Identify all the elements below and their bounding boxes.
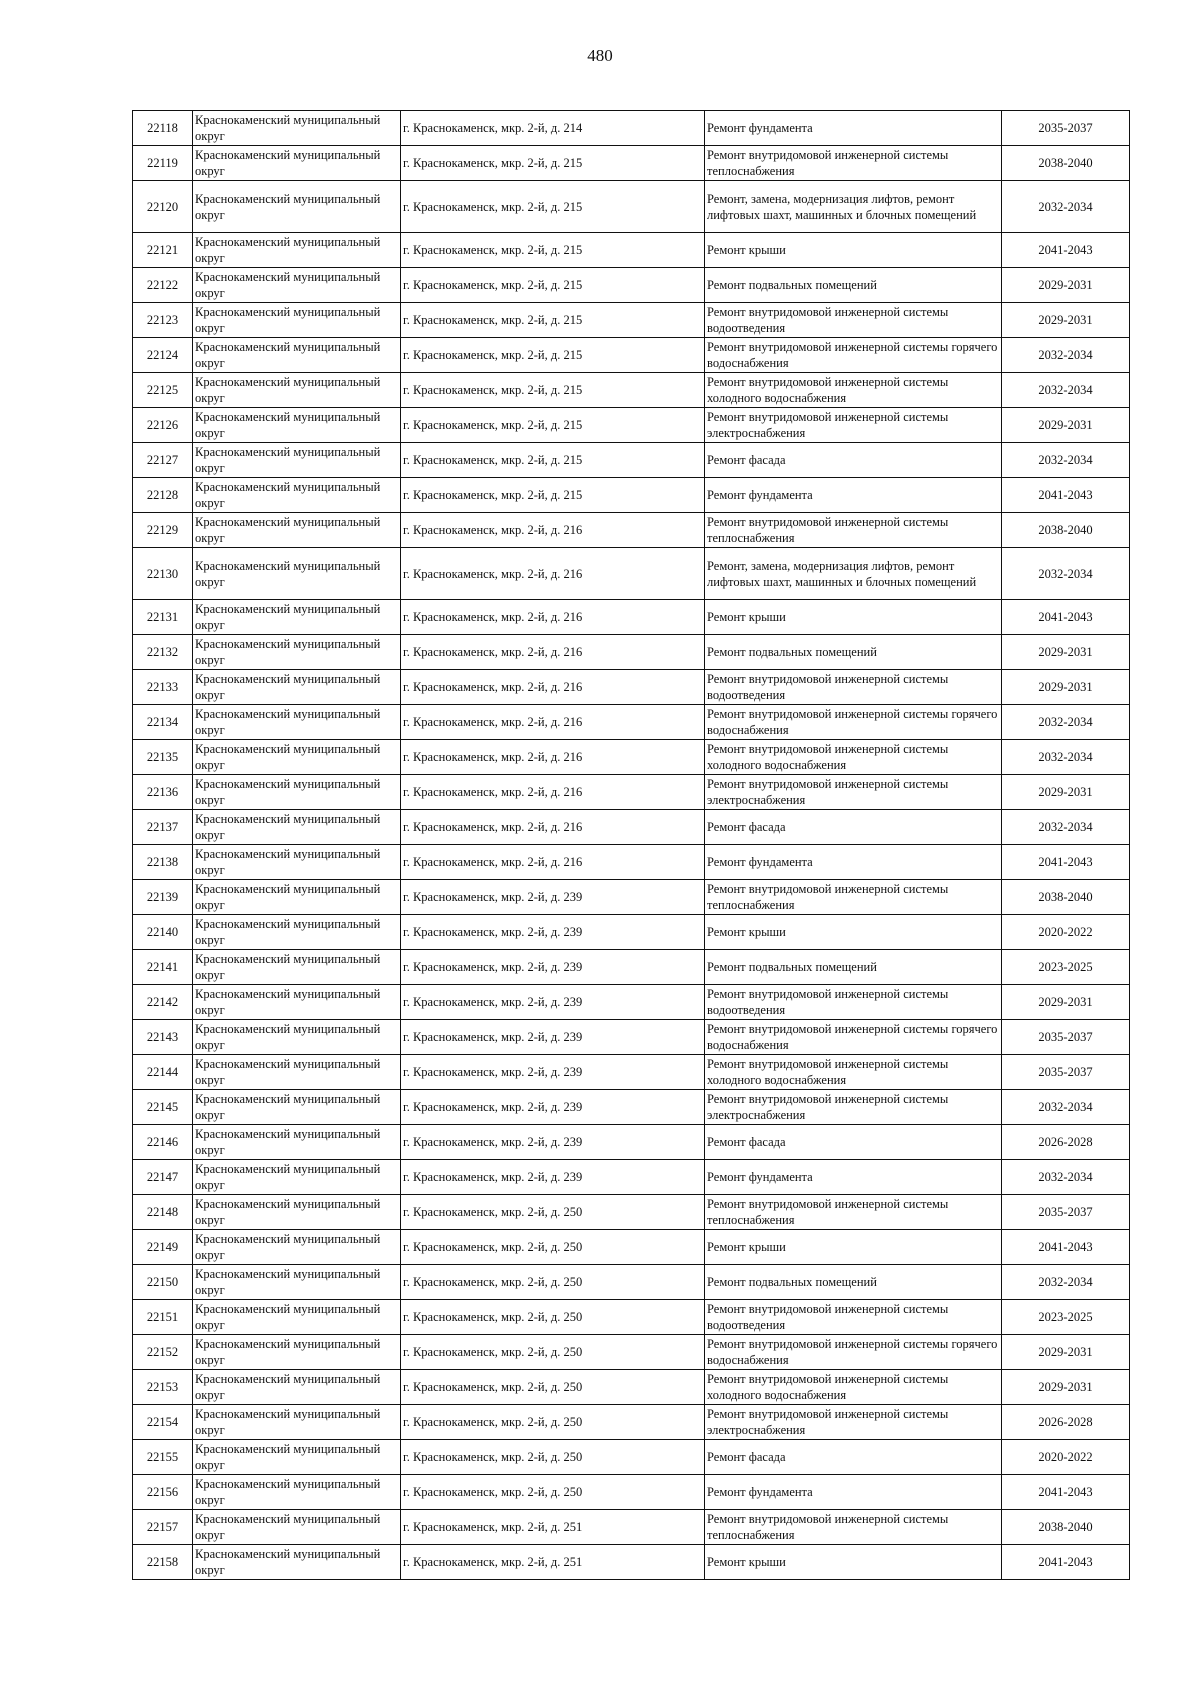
address-cell: г. Краснокаменск, мкр. 2-й, д. 215: [401, 478, 705, 513]
address-cell: г. Краснокаменск, мкр. 2-й, д. 250: [401, 1475, 705, 1510]
table-row: [133, 1230, 1130, 1265]
municipality-cell: Краснокаменский муниципальный округ: [193, 1160, 401, 1195]
address-cell: г. Краснокаменск, мкр. 2-й, д. 250: [401, 1370, 705, 1405]
period-cell: 2026-2028: [1002, 1125, 1130, 1160]
period-cell: 2032-2034: [1002, 181, 1130, 233]
municipality-cell: Краснокаменский муниципальный округ: [193, 478, 401, 513]
table-row: [133, 600, 1130, 635]
table-row: [133, 1125, 1130, 1160]
address-cell: г. Краснокаменск, мкр. 2-й, д. 251: [401, 1510, 705, 1545]
municipality-cell: Краснокаменский муниципальный округ: [193, 1020, 401, 1055]
table-row: [133, 1370, 1130, 1405]
work-type-cell: Ремонт подвальных помещений: [705, 1265, 1002, 1300]
address-cell: г. Краснокаменск, мкр. 2-й, д. 239: [401, 915, 705, 950]
work-type-cell: Ремонт внутридомовой инженерной системы теплоснабжения: [705, 1195, 1002, 1230]
period-cell: 2032-2034: [1002, 1090, 1130, 1125]
row-number-cell: 22154: [133, 1405, 193, 1440]
municipality-cell: Краснокаменский муниципальный округ: [193, 1370, 401, 1405]
address-cell: г. Краснокаменск, мкр. 2-й, д. 215: [401, 443, 705, 478]
work-type-cell: Ремонт крыши: [705, 233, 1002, 268]
table-row: [133, 775, 1130, 810]
table-row: [133, 111, 1130, 146]
row-number-cell: 22127: [133, 443, 193, 478]
table-body: [133, 111, 1130, 1580]
municipality-cell: Краснокаменский муниципальный округ: [193, 1195, 401, 1230]
period-cell: 2026-2028: [1002, 1405, 1130, 1440]
work-type-cell: Ремонт фасада: [705, 1440, 1002, 1475]
period-cell: 2032-2034: [1002, 740, 1130, 775]
address-cell: г. Краснокаменск, мкр. 2-й, д. 250: [401, 1195, 705, 1230]
row-number-cell: 22135: [133, 740, 193, 775]
table-row: [133, 705, 1130, 740]
work-type-cell: Ремонт фасада: [705, 443, 1002, 478]
page-number: 480: [587, 46, 613, 65]
row-number-cell: 22156: [133, 1475, 193, 1510]
table-row: [133, 408, 1130, 443]
row-number-cell: 22147: [133, 1160, 193, 1195]
period-cell: 2032-2034: [1002, 810, 1130, 845]
table-row: [133, 1510, 1130, 1545]
period-cell: 2032-2034: [1002, 1160, 1130, 1195]
table-row: [133, 845, 1130, 880]
municipality-cell: Краснокаменский муниципальный округ: [193, 1510, 401, 1545]
row-number-cell: 22145: [133, 1090, 193, 1125]
work-type-cell: Ремонт фасада: [705, 810, 1002, 845]
work-type-cell: Ремонт внутридомовой инженерной системы горячего водоснабжения: [705, 338, 1002, 373]
row-number-cell: 22119: [133, 146, 193, 181]
municipality-cell: Краснокаменский муниципальный округ: [193, 740, 401, 775]
row-number-cell: 22151: [133, 1300, 193, 1335]
row-number-cell: 22158: [133, 1545, 193, 1580]
address-cell: г. Краснокаменск, мкр. 2-й, д. 216: [401, 635, 705, 670]
row-number-cell: 22131: [133, 600, 193, 635]
work-type-cell: Ремонт внутридомовой инженерной системы теплоснабжения: [705, 880, 1002, 915]
row-number-cell: 22129: [133, 513, 193, 548]
period-cell: 2023-2025: [1002, 950, 1130, 985]
address-cell: г. Краснокаменск, мкр. 2-й, д. 216: [401, 810, 705, 845]
table-row: [133, 268, 1130, 303]
municipality-cell: Краснокаменский муниципальный округ: [193, 810, 401, 845]
municipality-cell: Краснокаменский муниципальный округ: [193, 915, 401, 950]
table-row: [133, 635, 1130, 670]
work-type-cell: Ремонт внутридомовой инженерной системы теплоснабжения: [705, 1510, 1002, 1545]
work-type-cell: Ремонт внутридомовой инженерной системы горячего водоснабжения: [705, 1335, 1002, 1370]
row-number-cell: 22144: [133, 1055, 193, 1090]
work-type-cell: Ремонт подвальных помещений: [705, 635, 1002, 670]
period-cell: 2038-2040: [1002, 1510, 1130, 1545]
address-cell: г. Краснокаменск, мкр. 2-й, д. 250: [401, 1440, 705, 1475]
municipality-cell: Краснокаменский муниципальный округ: [193, 1475, 401, 1510]
row-number-cell: 22155: [133, 1440, 193, 1475]
address-cell: г. Краснокаменск, мкр. 2-й, д. 214: [401, 111, 705, 146]
row-number-cell: 22132: [133, 635, 193, 670]
work-type-cell: Ремонт внутридомовой инженерной системы электроснабжения: [705, 1405, 1002, 1440]
row-number-cell: 22118: [133, 111, 193, 146]
work-type-cell: Ремонт фундамента: [705, 111, 1002, 146]
table-row: [133, 1020, 1130, 1055]
row-number-cell: 22122: [133, 268, 193, 303]
period-cell: 2041-2043: [1002, 845, 1130, 880]
municipality-cell: Краснокаменский муниципальный округ: [193, 775, 401, 810]
row-number-cell: 22137: [133, 810, 193, 845]
municipality-cell: Краснокаменский муниципальный округ: [193, 146, 401, 181]
table-row: [133, 1160, 1130, 1195]
work-type-cell: Ремонт, замена, модернизация лифтов, ремонт лифтовых шахт, машинных и блочных помещений: [705, 548, 1002, 600]
table-row: [133, 1405, 1130, 1440]
work-type-cell: Ремонт внутридомовой инженерной системы теплоснабжения: [705, 146, 1002, 181]
row-number-cell: 22146: [133, 1125, 193, 1160]
period-cell: 2032-2034: [1002, 548, 1130, 600]
address-cell: г. Краснокаменск, мкр. 2-й, д. 216: [401, 513, 705, 548]
row-number-cell: 22133: [133, 670, 193, 705]
table-row: [133, 513, 1130, 548]
work-type-cell: Ремонт крыши: [705, 600, 1002, 635]
row-number-cell: 22150: [133, 1265, 193, 1300]
municipality-cell: Краснокаменский муниципальный округ: [193, 1300, 401, 1335]
municipality-cell: Краснокаменский муниципальный округ: [193, 513, 401, 548]
municipality-cell: Краснокаменский муниципальный округ: [193, 303, 401, 338]
period-cell: 2041-2043: [1002, 233, 1130, 268]
period-cell: 2038-2040: [1002, 880, 1130, 915]
table-row: [133, 338, 1130, 373]
period-cell: 2035-2037: [1002, 1195, 1130, 1230]
address-cell: г. Краснокаменск, мкр. 2-й, д. 215: [401, 233, 705, 268]
municipality-cell: Краснокаменский муниципальный округ: [193, 670, 401, 705]
period-cell: 2032-2034: [1002, 1265, 1130, 1300]
period-cell: 2029-2031: [1002, 268, 1130, 303]
table-row: [133, 1055, 1130, 1090]
municipality-cell: Краснокаменский муниципальный округ: [193, 1405, 401, 1440]
work-type-cell: Ремонт внутридомовой инженерной системы электроснабжения: [705, 775, 1002, 810]
work-type-cell: Ремонт фундамента: [705, 1475, 1002, 1510]
work-type-cell: Ремонт внутридомовой инженерной системы холодного водоснабжения: [705, 373, 1002, 408]
work-type-cell: Ремонт фундамента: [705, 845, 1002, 880]
address-cell: г. Краснокаменск, мкр. 2-й, д. 250: [401, 1300, 705, 1335]
address-cell: г. Краснокаменск, мкр. 2-й, д. 239: [401, 1090, 705, 1125]
address-cell: г. Краснокаменск, мкр. 2-й, д. 215: [401, 146, 705, 181]
work-type-cell: Ремонт внутридомовой инженерной системы холодного водоснабжения: [705, 1055, 1002, 1090]
address-cell: г. Краснокаменск, мкр. 2-й, д. 216: [401, 740, 705, 775]
row-number-cell: 22134: [133, 705, 193, 740]
row-number-cell: 22138: [133, 845, 193, 880]
municipality-cell: Краснокаменский муниципальный округ: [193, 338, 401, 373]
period-cell: 2035-2037: [1002, 1020, 1130, 1055]
row-number-cell: 22123: [133, 303, 193, 338]
table-row: [133, 478, 1130, 513]
municipality-cell: Краснокаменский муниципальный округ: [193, 181, 401, 233]
period-cell: 2041-2043: [1002, 478, 1130, 513]
address-cell: г. Краснокаменск, мкр. 2-й, д. 239: [401, 1020, 705, 1055]
work-type-cell: Ремонт внутридомовой инженерной системы горячего водоснабжения: [705, 705, 1002, 740]
period-cell: 2032-2034: [1002, 705, 1130, 740]
table-row: [133, 181, 1130, 233]
row-number-cell: 22148: [133, 1195, 193, 1230]
address-cell: г. Краснокаменск, мкр. 2-й, д. 216: [401, 845, 705, 880]
address-cell: г. Краснокаменск, мкр. 2-й, д. 239: [401, 985, 705, 1020]
address-cell: г. Краснокаменск, мкр. 2-й, д. 215: [401, 181, 705, 233]
work-type-cell: Ремонт внутридомовой инженерной системы водоотведения: [705, 985, 1002, 1020]
address-cell: г. Краснокаменск, мкр. 2-й, д. 250: [401, 1335, 705, 1370]
address-cell: г. Краснокаменск, мкр. 2-й, д. 250: [401, 1230, 705, 1265]
address-cell: г. Краснокаменск, мкр. 2-й, д. 239: [401, 1160, 705, 1195]
municipality-cell: Краснокаменский муниципальный округ: [193, 268, 401, 303]
period-cell: 2041-2043: [1002, 1475, 1130, 1510]
municipality-cell: Краснокаменский муниципальный округ: [193, 635, 401, 670]
table-row: [133, 1475, 1130, 1510]
work-type-cell: Ремонт внутридомовой инженерной системы холодного водоснабжения: [705, 1370, 1002, 1405]
work-type-cell: Ремонт подвальных помещений: [705, 268, 1002, 303]
municipality-cell: Краснокаменский муниципальный округ: [193, 1440, 401, 1475]
period-cell: 2041-2043: [1002, 1230, 1130, 1265]
period-cell: 2035-2037: [1002, 1055, 1130, 1090]
address-cell: г. Краснокаменск, мкр. 2-й, д. 215: [401, 408, 705, 443]
municipality-cell: Краснокаменский муниципальный округ: [193, 111, 401, 146]
row-number-cell: 22124: [133, 338, 193, 373]
period-cell: 2032-2034: [1002, 443, 1130, 478]
table-row: [133, 740, 1130, 775]
municipality-cell: Краснокаменский муниципальный округ: [193, 950, 401, 985]
table-row: [133, 1335, 1130, 1370]
period-cell: 2020-2022: [1002, 1440, 1130, 1475]
repair-schedule-table: [132, 110, 1130, 1580]
work-type-cell: Ремонт, замена, модернизация лифтов, ремонт лифтовых шахт, машинных и блочных помещений: [705, 181, 1002, 233]
table-row: [133, 1300, 1130, 1335]
address-cell: г. Краснокаменск, мкр. 2-й, д. 216: [401, 775, 705, 810]
work-type-cell: Ремонт внутридомовой инженерной системы электроснабжения: [705, 408, 1002, 443]
municipality-cell: Краснокаменский муниципальный округ: [193, 408, 401, 443]
work-type-cell: Ремонт внутридомовой инженерной системы холодного водоснабжения: [705, 740, 1002, 775]
municipality-cell: Краснокаменский муниципальный округ: [193, 985, 401, 1020]
table-row: [133, 1195, 1130, 1230]
work-type-cell: Ремонт внутридомовой инженерной системы водоотведения: [705, 670, 1002, 705]
period-cell: 2029-2031: [1002, 635, 1130, 670]
municipality-cell: Краснокаменский муниципальный округ: [193, 1335, 401, 1370]
period-cell: 2038-2040: [1002, 513, 1130, 548]
work-type-cell: Ремонт внутридомовой инженерной системы водоотведения: [705, 303, 1002, 338]
row-number-cell: 22143: [133, 1020, 193, 1055]
municipality-cell: Краснокаменский муниципальный округ: [193, 1055, 401, 1090]
work-type-cell: Ремонт крыши: [705, 1230, 1002, 1265]
municipality-cell: Краснокаменский муниципальный округ: [193, 443, 401, 478]
row-number-cell: 22140: [133, 915, 193, 950]
table-row: [133, 303, 1130, 338]
address-cell: г. Краснокаменск, мкр. 2-й, д. 216: [401, 600, 705, 635]
address-cell: г. Краснокаменск, мкр. 2-й, д. 215: [401, 373, 705, 408]
municipality-cell: Краснокаменский муниципальный округ: [193, 1545, 401, 1580]
row-number-cell: 22125: [133, 373, 193, 408]
address-cell: г. Краснокаменск, мкр. 2-й, д. 215: [401, 268, 705, 303]
table-row: [133, 670, 1130, 705]
address-cell: г. Краснокаменск, мкр. 2-й, д. 250: [401, 1405, 705, 1440]
table-row: [133, 950, 1130, 985]
row-number-cell: 22120: [133, 181, 193, 233]
municipality-cell: Краснокаменский муниципальный округ: [193, 548, 401, 600]
address-cell: г. Краснокаменск, мкр. 2-й, д. 216: [401, 548, 705, 600]
table-row: [133, 548, 1130, 600]
address-cell: г. Краснокаменск, мкр. 2-й, д. 239: [401, 1055, 705, 1090]
municipality-cell: Краснокаменский муниципальный округ: [193, 705, 401, 740]
work-type-cell: Ремонт внутридомовой инженерной системы горячего водоснабжения: [705, 1020, 1002, 1055]
municipality-cell: Краснокаменский муниципальный округ: [193, 1265, 401, 1300]
address-cell: г. Краснокаменск, мкр. 2-й, д. 216: [401, 670, 705, 705]
work-type-cell: Ремонт фундамента: [705, 1160, 1002, 1195]
address-cell: г. Краснокаменск, мкр. 2-й, д. 239: [401, 950, 705, 985]
work-type-cell: Ремонт внутридомовой инженерной системы теплоснабжения: [705, 513, 1002, 548]
table-row: [133, 373, 1130, 408]
table-row: [133, 1545, 1130, 1580]
period-cell: 2029-2031: [1002, 303, 1130, 338]
municipality-cell: Краснокаменский муниципальный округ: [193, 233, 401, 268]
period-cell: 2029-2031: [1002, 408, 1130, 443]
table-row: [133, 985, 1130, 1020]
address-cell: г. Краснокаменск, мкр. 2-й, д. 251: [401, 1545, 705, 1580]
address-cell: г. Краснокаменск, мкр. 2-й, д. 215: [401, 303, 705, 338]
row-number-cell: 22141: [133, 950, 193, 985]
municipality-cell: Краснокаменский муниципальный округ: [193, 373, 401, 408]
period-cell: 2041-2043: [1002, 1545, 1130, 1580]
period-cell: 2029-2031: [1002, 1335, 1130, 1370]
municipality-cell: Краснокаменский муниципальный округ: [193, 1230, 401, 1265]
table-row: [133, 880, 1130, 915]
period-cell: 2038-2040: [1002, 146, 1130, 181]
period-cell: 2032-2034: [1002, 338, 1130, 373]
row-number-cell: 22121: [133, 233, 193, 268]
table-row: [133, 443, 1130, 478]
row-number-cell: 22128: [133, 478, 193, 513]
municipality-cell: Краснокаменский муниципальный округ: [193, 1125, 401, 1160]
row-number-cell: 22153: [133, 1370, 193, 1405]
row-number-cell: 22142: [133, 985, 193, 1020]
row-number-cell: 22152: [133, 1335, 193, 1370]
row-number-cell: 22136: [133, 775, 193, 810]
period-cell: 2035-2037: [1002, 111, 1130, 146]
period-cell: 2029-2031: [1002, 1370, 1130, 1405]
period-cell: 2029-2031: [1002, 985, 1130, 1020]
work-type-cell: Ремонт внутридомовой инженерной системы электроснабжения: [705, 1090, 1002, 1125]
table-row: [133, 1440, 1130, 1475]
address-cell: г. Краснокаменск, мкр. 2-й, д. 215: [401, 338, 705, 373]
municipality-cell: Краснокаменский муниципальный округ: [193, 600, 401, 635]
work-type-cell: Ремонт крыши: [705, 1545, 1002, 1580]
row-number-cell: 22126: [133, 408, 193, 443]
period-cell: 2020-2022: [1002, 915, 1130, 950]
table-row: [133, 146, 1130, 181]
work-type-cell: Ремонт крыши: [705, 915, 1002, 950]
period-cell: 2032-2034: [1002, 373, 1130, 408]
work-type-cell: Ремонт внутридомовой инженерной системы водоотведения: [705, 1300, 1002, 1335]
municipality-cell: Краснокаменский муниципальный округ: [193, 1090, 401, 1125]
period-cell: 2029-2031: [1002, 670, 1130, 705]
period-cell: 2041-2043: [1002, 600, 1130, 635]
table-row: [133, 233, 1130, 268]
work-type-cell: Ремонт подвальных помещений: [705, 950, 1002, 985]
row-number-cell: 22139: [133, 880, 193, 915]
address-cell: г. Краснокаменск, мкр. 2-й, д. 216: [401, 705, 705, 740]
row-number-cell: 22157: [133, 1510, 193, 1545]
row-number-cell: 22130: [133, 548, 193, 600]
municipality-cell: Краснокаменский муниципальный округ: [193, 845, 401, 880]
period-cell: 2029-2031: [1002, 775, 1130, 810]
address-cell: г. Краснокаменск, мкр. 2-й, д. 239: [401, 880, 705, 915]
table-row: [133, 1265, 1130, 1300]
row-number-cell: 22149: [133, 1230, 193, 1265]
table-row: [133, 810, 1130, 845]
work-type-cell: Ремонт фундамента: [705, 478, 1002, 513]
address-cell: г. Краснокаменск, мкр. 2-й, д. 250: [401, 1265, 705, 1300]
work-type-cell: Ремонт фасада: [705, 1125, 1002, 1160]
address-cell: г. Краснокаменск, мкр. 2-й, д. 239: [401, 1125, 705, 1160]
table-row: [133, 1090, 1130, 1125]
period-cell: 2023-2025: [1002, 1300, 1130, 1335]
table-row: [133, 915, 1130, 950]
municipality-cell: Краснокаменский муниципальный округ: [193, 880, 401, 915]
